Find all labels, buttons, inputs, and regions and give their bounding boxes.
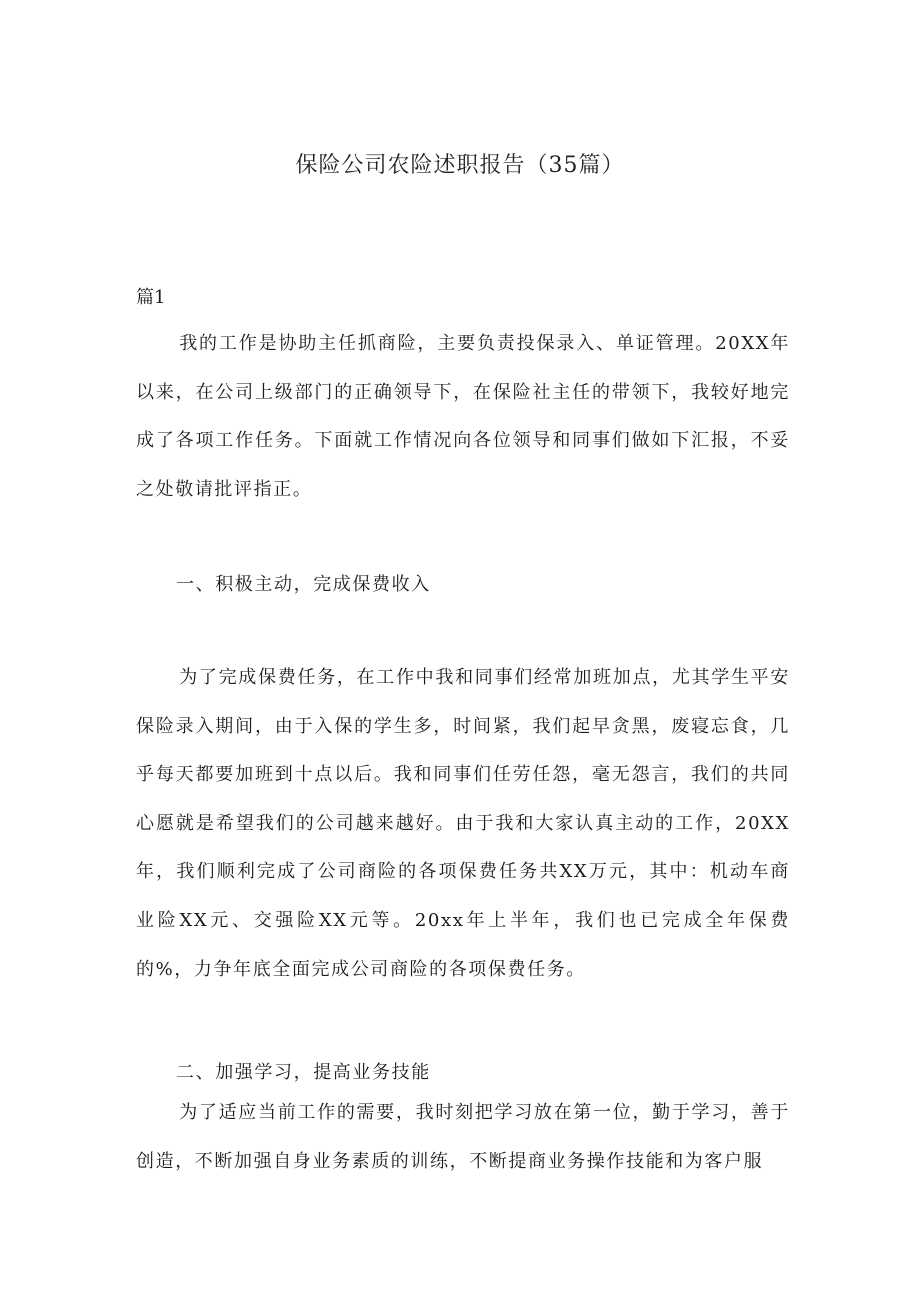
document-title: 保险公司农险述职报告（35篇） [295,153,625,178]
section-heading-1: 一、积极主动，完成保费收入 [176,574,431,595]
intro-paragraph: 我的工作是协助主任抓商险，主要负责投保录入、单证管理。20XX年以来，在公司上级部门的正确领导下，在保险社主任的带领下，我较好地完成了各项工作任务。下面就工作情况向各位领导和同事们做如下汇报，不妥之处敬请批评指正。 [136,333,790,500]
section-tag: 篇1 [136,287,166,308]
body-paragraph-2: 为了适应当前工作的需要，我时刻把学习放在第一位，勤于学习，善于创造，不断加强自身业务素质的训练，不断提商业务操作技能和为客户服 [136,1102,790,1172]
section-heading-2: 二、加强学习，提高业务技能 [176,1062,431,1083]
body-paragraph-1: 为了完成保费任务，在工作中我和同事们经常加班加点，尤其学生平安保险录入期间，由于入保的学生多，时间紧，我们起早贪黑，废寝忘食，几乎每天都要加班到十点以后。我和同事们任劳任怨，毫无怨言，我们的共同心愿就是希望我们的公司越来越好。由于我和大家认真主动的工作，20XX年，我们顺利完成了公司商险的各项保费任务共XX万元，其中：机动车商业险XX元、交强险XX元等。20xx年上半年，我们也已完成全年保费的%，力争年底全面完成公司商险的各项保费任务。 [136,667,790,980]
